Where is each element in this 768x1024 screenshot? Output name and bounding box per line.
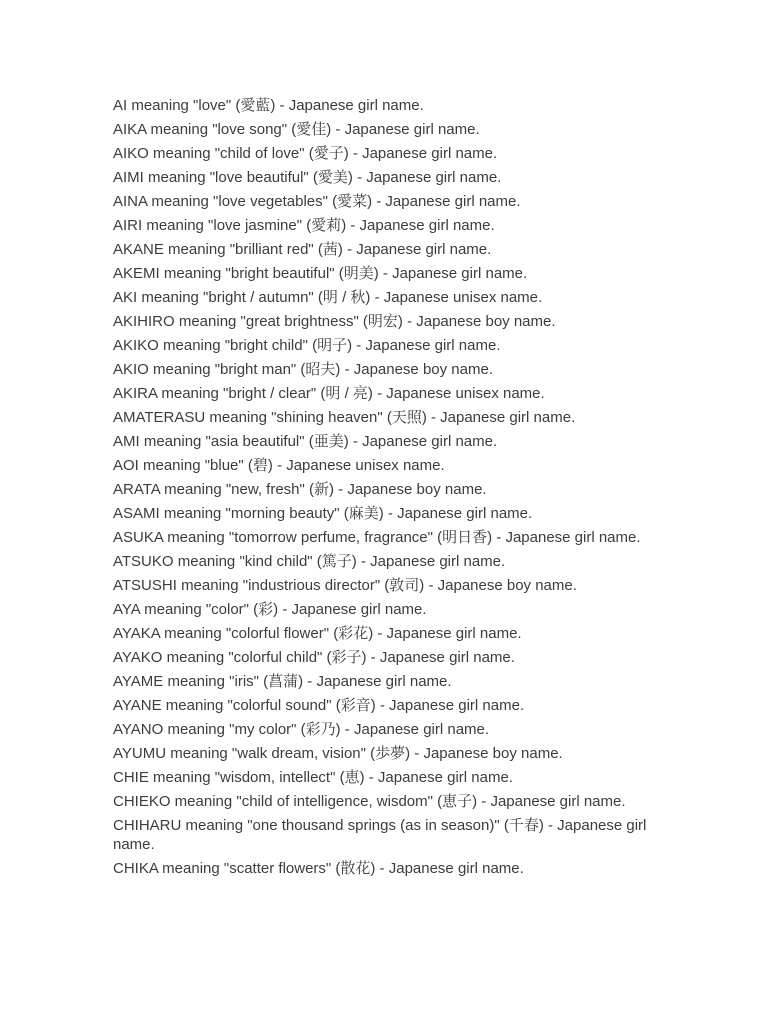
name-entry: AYANO meaning "my color" (彩乃) - Japanese girl name. bbox=[113, 721, 490, 738]
name-entry: AKIHIRO meaning "great brightness" (明宏) - Japanese boy name. bbox=[113, 313, 556, 330]
name-entry: AIRI meaning "love jasmine" (愛莉) - Japanese girl name. bbox=[113, 217, 495, 234]
name-list bbox=[113, 96, 653, 883]
name-entry: AIKO meaning "child of love" (愛子) - Japanese girl name. bbox=[113, 145, 498, 162]
name-entry: AKI meaning "bright / autumn" (明 / 秋) - Japanese unisex name. bbox=[113, 289, 543, 306]
name-entry: AIKA meaning "love song" (愛佳) - Japanese girl name. bbox=[113, 121, 480, 138]
name-entry: ARATA meaning "new, fresh" (新) - Japanese boy name. bbox=[113, 481, 487, 498]
name-entry: AOI meaning "blue" (碧) - Japanese unisex name. bbox=[113, 457, 445, 474]
name-entry: AYA meaning "color" (彩) - Japanese girl name. bbox=[113, 601, 427, 618]
name-entry: ATSUSHI meaning "industrious director" (敦司) - Japanese boy name. bbox=[113, 577, 577, 594]
name-entry: AKEMI meaning "bright beautiful" (明美) - Japanese girl name. bbox=[113, 265, 528, 282]
name-entry: AKIKO meaning "bright child" (明子) - Japanese girl name. bbox=[113, 337, 501, 354]
name-entry: ATSUKO meaning "kind child" (篤子) - Japanese girl name. bbox=[113, 553, 506, 570]
name-entry: CHIHARU meaning "one thousand springs (as in season)" (千春) - Japanese girl name. bbox=[113, 817, 647, 853]
name-entry: AYANE meaning "colorful sound" (彩音) - Japanese girl name. bbox=[113, 697, 525, 714]
name-entry: AYAKA meaning "colorful flower" (彩花) - Japanese girl name. bbox=[113, 625, 522, 642]
name-entry: ASUKA meaning "tomorrow perfume, fragrance" (明日香) - Japanese girl name. bbox=[113, 529, 641, 546]
name-entry: AINA meaning "love vegetables" (愛菜) - Japanese girl name. bbox=[113, 193, 521, 210]
name-entry: CHIE meaning "wisdom, intellect" (恵) - Japanese girl name. bbox=[113, 769, 513, 786]
name-entry: CHIEKO meaning "child of intelligence, wisdom" (恵子) - Japanese girl name. bbox=[113, 793, 626, 810]
name-entry: ASAMI meaning "morning beauty" (麻美) - Japanese girl name. bbox=[113, 505, 533, 522]
name-entry: AKANE meaning "brilliant red" (茜) - Japanese girl name. bbox=[113, 241, 492, 258]
name-entry: AKIO meaning "bright man" (昭夫) - Japanese boy name. bbox=[113, 361, 493, 378]
name-entry: AYUMU meaning "walk dream, vision" (歩夢) - Japanese boy name. bbox=[113, 745, 563, 762]
name-entry: AI meaning "love" (愛藍) - Japanese girl name. bbox=[113, 97, 424, 114]
name-entry: AYAME meaning "iris" (菖蒲) - Japanese girl name. bbox=[113, 673, 452, 690]
name-entry: AMI meaning "asia beautiful" (亜美) - Japanese girl name. bbox=[113, 433, 498, 450]
name-entry: CHIKA meaning "scatter flowers" (散花) - Japanese girl name. bbox=[113, 860, 524, 877]
name-entry: AMATERASU meaning "shining heaven" (天照) - Japanese girl name. bbox=[113, 409, 576, 426]
name-entry: AIMI meaning "love beautiful" (愛美) - Japanese girl name. bbox=[113, 169, 502, 186]
name-entry: AKIRA meaning "bright / clear" (明 / 亮) - Japanese unisex name. bbox=[113, 385, 545, 402]
name-entry: AYAKO meaning "colorful child" (彩子) - Japanese girl name. bbox=[113, 649, 515, 666]
